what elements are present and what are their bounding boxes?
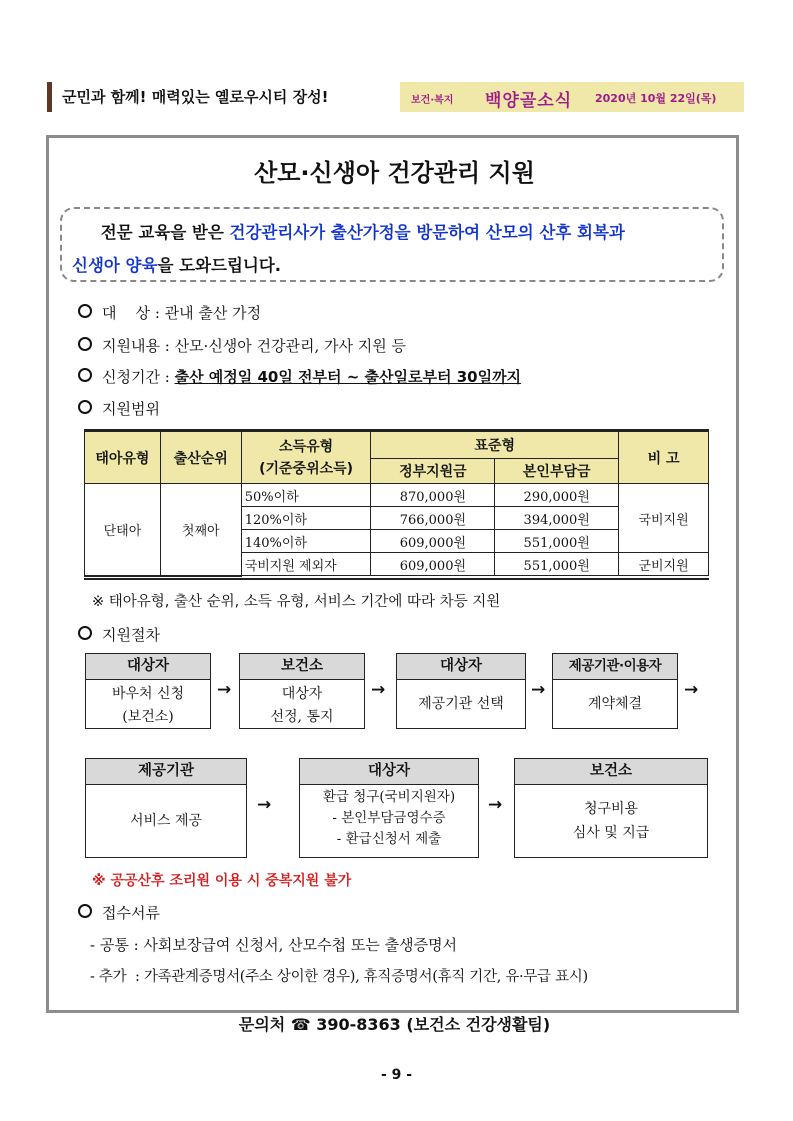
cell-self: 290,000원 (495, 484, 619, 507)
step-text: (보건소) (122, 709, 174, 725)
intro-part4: 을 도와드립니다. (157, 256, 282, 275)
item-target-label: 대 상 (102, 304, 151, 322)
cell-gov: 766,000원 (371, 507, 495, 530)
circle-bullet-icon (78, 904, 92, 918)
header-newsletter-box (400, 82, 744, 112)
circle-bullet-icon (78, 337, 92, 351)
step-text: 계약체결 (587, 696, 643, 712)
cell-gov: 870,000원 (371, 484, 495, 507)
cell-self: 551,000원 (495, 530, 619, 553)
item-content-label: 지원내용 (102, 337, 160, 355)
circle-bullet-icon (78, 626, 92, 640)
right-arrow-icon: → (684, 680, 699, 700)
table-footnote: ※ 태아유형, 출산 순위, 소득 유형, 서비스 기간에 따라 차등 지원 (92, 594, 501, 610)
process-step-applicant (85, 653, 211, 729)
step-text: 심사 및 지급 (572, 825, 650, 841)
process-step-contract (552, 653, 678, 729)
th-income (241, 432, 371, 484)
step-text: 제공기관 선택 (418, 696, 504, 712)
header-slogan: 군민과 함께! 매력있는 옐로우시티 장성! (62, 88, 329, 106)
right-arrow-icon: → (531, 680, 546, 700)
cell-self: 551,000원 (495, 553, 619, 576)
step-header: 보건소 (515, 759, 707, 785)
item-period (78, 366, 521, 387)
cell-type: 단태아 (85, 484, 161, 576)
step-header: 대상자 (86, 654, 210, 680)
process-step-payment (514, 758, 708, 858)
item-procedure (78, 624, 160, 645)
documents-common: - 공통 : 사회보장급여 신청서, 산모수첩 또는 출생증명서 (90, 936, 458, 954)
process-step-select-provider (396, 653, 526, 729)
item-target-value: : 관내 출산 가정 (154, 304, 262, 322)
cell-self: 394,000원 (495, 507, 619, 530)
right-arrow-icon: → (217, 680, 232, 700)
th-type: 태아유형 (85, 432, 161, 484)
intro-highlight-2: 신생아 양육 (72, 256, 158, 275)
step-header: 보건소 (240, 654, 364, 680)
circle-bullet-icon (78, 304, 92, 318)
page-title: 산모·신생아 건강관리 지원 (254, 159, 535, 187)
item-target (78, 302, 261, 323)
step-header: 제공기관·이용자 (553, 654, 677, 680)
cell-note-county: 군비지원 (619, 553, 709, 576)
th-income-sub: (기준중위소득) (259, 460, 354, 477)
th-income-main: 소득유형 (279, 438, 334, 455)
header-accent-bar (47, 82, 52, 112)
item-scope (78, 398, 160, 419)
item-period-label: 신청기간 (102, 368, 160, 386)
step-header: 제공기관 (86, 759, 246, 785)
step-text: 청구비용 (583, 801, 639, 817)
cell-income: 50%이하 (241, 484, 371, 507)
step-header: 대상자 (300, 759, 478, 785)
cell-gov: 609,000원 (371, 553, 495, 576)
table-row (85, 484, 709, 507)
item-documents-label: 접수서류 (102, 904, 160, 922)
step-text: 서비스 제공 (129, 813, 203, 829)
cell-gov: 609,000원 (371, 530, 495, 553)
table-top-rule (84, 429, 709, 432)
th-standard: 표준형 (371, 432, 619, 459)
step-text: - 환급신청서 제출 (336, 831, 442, 847)
cell-note-national: 국비지원 (619, 484, 709, 553)
process-step-refund-claim (299, 758, 479, 858)
header-date: 2020년 10월 22일(목) (595, 92, 717, 105)
step-text: - 본인부담금영수증 (332, 810, 446, 826)
item-scope-label: 지원범위 (102, 400, 160, 418)
table-bottom-rule (84, 578, 709, 580)
item-period-value: 출산 예정일 40일 전부터 ~ 출산일로부터 30일까지 (174, 368, 522, 386)
th-order: 출산순위 (160, 432, 241, 484)
item-documents (78, 902, 160, 923)
right-arrow-icon: → (371, 680, 386, 700)
process-step-health-center (239, 653, 365, 729)
step-text: 바우처 신청 (111, 686, 185, 702)
step-header: 대상자 (397, 654, 525, 680)
contact-info: 문의처 ☎ 390-8363 (보건소 건강생활팀) (238, 1015, 551, 1034)
cell-income: 국비지원 제외자 (241, 553, 371, 576)
step-text: 대상자 (281, 686, 323, 702)
support-table (84, 431, 709, 577)
item-period-sep: : (164, 368, 175, 386)
intro-highlight-1: 건강관리사가 출산가정을 방문하여 산모의 산후 회복과 (229, 223, 625, 242)
th-gov: 정부지원금 (371, 459, 495, 484)
th-self: 본인부담금 (495, 459, 619, 484)
right-arrow-icon: → (488, 795, 503, 815)
header-category: 보건·복지 (411, 95, 454, 106)
step-text: 환급 청구(국비지원자) (322, 789, 456, 805)
documents-extra: - 추가 : 가족관계증명서(주소 상이한 경우), 휴직증명서(휴직 기간, 유·무급 표시) (90, 969, 588, 985)
item-content (78, 335, 406, 356)
circle-bullet-icon (78, 400, 92, 414)
cell-order: 첫째아 (160, 484, 241, 576)
page-number: - 9 - (380, 1067, 413, 1083)
right-arrow-icon: → (257, 795, 272, 815)
circle-bullet-icon (78, 368, 92, 382)
th-note: 비 고 (619, 432, 709, 484)
item-procedure-label: 지원절차 (102, 626, 160, 644)
intro-text (72, 216, 727, 282)
cell-income: 140%이하 (241, 530, 371, 553)
cell-income: 120%이하 (241, 507, 371, 530)
duplicate-support-warning: ※ 공공산후 조리원 이용 시 중복지원 불가 (92, 873, 352, 889)
intro-part1: 전문 교육을 받은 (100, 223, 230, 242)
item-content-value: : 산모·신생아 건강관리, 가사 지원 등 (164, 337, 407, 355)
header-paper-name: 백양골소식 (485, 91, 573, 111)
step-text: 선정, 통지 (270, 709, 334, 725)
process-step-provide-service (85, 758, 247, 858)
